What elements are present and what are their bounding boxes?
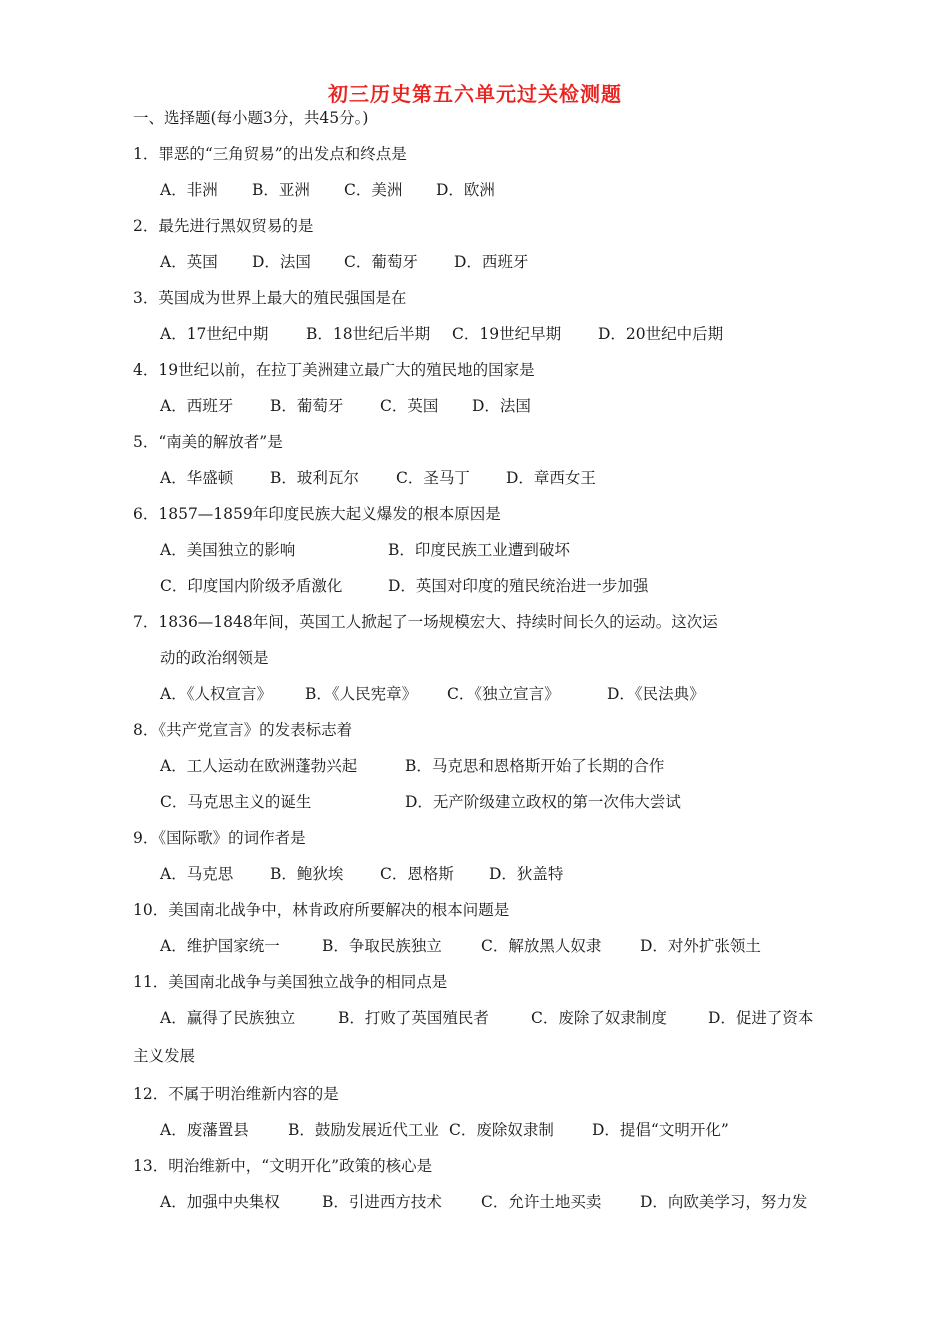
option: C．美洲 bbox=[344, 181, 403, 199]
question-stem: 2．最先进行黑奴贸易的是 bbox=[133, 217, 314, 235]
option: B．马克思和恩格斯开始了长期的合作 bbox=[405, 757, 665, 775]
question-stem: 1．罪恶的“三角贸易”的出发点和终点是 bbox=[133, 145, 407, 163]
option: D．对外扩张领土 bbox=[640, 937, 761, 955]
option: D．狄盖特 bbox=[489, 865, 564, 883]
option: C．允许土地买卖 bbox=[481, 1193, 602, 1211]
option: C．废除了奴隶制度 bbox=[531, 1009, 667, 1027]
question-stem: 9．《国际歌》的词作者是 bbox=[133, 829, 306, 847]
option: B．亚洲 bbox=[252, 181, 310, 199]
question-stem: 10．美国南北战争中，林肯政府所要解决的根本问题是 bbox=[133, 901, 510, 919]
option: D．英国对印度的殖民统治进一步加强 bbox=[388, 577, 649, 595]
option: B．葡萄牙 bbox=[270, 397, 344, 415]
option: A．17世纪中期 bbox=[160, 325, 269, 343]
option: D．《民法典》 bbox=[607, 685, 705, 703]
question-stem: 3．英国成为世界上最大的殖民强国是在 bbox=[133, 289, 407, 307]
option: B．打败了英国殖民者 bbox=[338, 1009, 489, 1027]
option-wrap-text: 主义发展 bbox=[133, 1047, 196, 1065]
question-stem: 5．“南美的解放者”是 bbox=[133, 433, 283, 451]
option: A．美国独立的影响 bbox=[160, 541, 296, 559]
option: C．马克思主义的诞生 bbox=[160, 793, 312, 811]
option: D．促进了资本 bbox=[708, 1009, 814, 1027]
question-stem: 13．明治维新中，“文明开化”政策的核心是 bbox=[133, 1157, 433, 1175]
question-stem: 4．19世纪以前，在拉丁美洲建立最广大的殖民地的国家是 bbox=[133, 361, 535, 379]
option: A．维护国家统一 bbox=[160, 937, 280, 955]
option: A．非洲 bbox=[160, 181, 218, 199]
option: A．废藩置县 bbox=[160, 1121, 249, 1139]
option: D．向欧美学习，努力发 bbox=[640, 1193, 808, 1211]
option: C．恩格斯 bbox=[380, 865, 454, 883]
option: B．18世纪后半期 bbox=[306, 325, 431, 343]
option: D．法国 bbox=[472, 397, 531, 415]
option: C．英国 bbox=[380, 397, 439, 415]
option: B．鲍狄埃 bbox=[270, 865, 344, 883]
option: A．工人运动在欧洲蓬勃兴起 bbox=[160, 757, 358, 775]
question-stem: 8．《共产党宣言》的发表标志着 bbox=[133, 721, 353, 739]
option: A．加强中央集权 bbox=[160, 1193, 280, 1211]
option: D．西班牙 bbox=[454, 253, 529, 271]
option: D．提倡“文明开化” bbox=[592, 1121, 729, 1139]
option: B．玻利瓦尔 bbox=[270, 469, 359, 487]
option: B．《人民宪章》 bbox=[305, 685, 418, 703]
page-title: 初三历史第五六单元过关检测题 bbox=[328, 82, 622, 106]
option: A．西班牙 bbox=[160, 397, 234, 415]
option: A．赢得了民族独立 bbox=[160, 1009, 296, 1027]
option: D．无产阶级建立政权的第一次伟大尝试 bbox=[405, 793, 681, 811]
option: D．20世纪中后期 bbox=[598, 325, 724, 343]
option: A．《人权宣言》 bbox=[160, 685, 272, 703]
option: A．英国 bbox=[160, 253, 218, 271]
option: A．马克思 bbox=[160, 865, 234, 883]
option: C．葡萄牙 bbox=[344, 253, 418, 271]
question-stem: 6．1857—1859年印度民族大起义爆发的根本原因是 bbox=[133, 505, 501, 523]
option: D．欧洲 bbox=[436, 181, 495, 199]
option: B．印度民族工业遭到破坏 bbox=[388, 541, 570, 559]
question-stem: 11．美国南北战争与美国独立战争的相同点是 bbox=[133, 973, 448, 991]
question-stem: 12．不属于明治维新内容的是 bbox=[133, 1085, 339, 1103]
option: C．印度国内阶级矛盾激化 bbox=[160, 577, 343, 595]
section-heading: 一、选择题(每小题3分，共45分。) bbox=[133, 109, 369, 127]
option: D．章西女王 bbox=[506, 469, 596, 487]
option: C．废除奴隶制 bbox=[449, 1121, 554, 1139]
option: B．争取民族独立 bbox=[322, 937, 442, 955]
option: C．解放黑人奴隶 bbox=[481, 937, 602, 955]
option: A．华盛顿 bbox=[160, 469, 234, 487]
option: B．鼓励发展近代工业 bbox=[288, 1121, 439, 1139]
option: C．《独立宣言》 bbox=[447, 685, 560, 703]
question-stem: 7．1836—1848年间，英国工人掀起了一场规模宏大、持续时间长久的运动。这次运 bbox=[133, 613, 718, 631]
option: C．19世纪早期 bbox=[452, 325, 562, 343]
option: C．圣马丁 bbox=[396, 469, 470, 487]
option: B．引进西方技术 bbox=[322, 1193, 442, 1211]
question-stem-continued: 动的政治纲领是 bbox=[160, 649, 269, 667]
option: D．法国 bbox=[252, 253, 311, 271]
